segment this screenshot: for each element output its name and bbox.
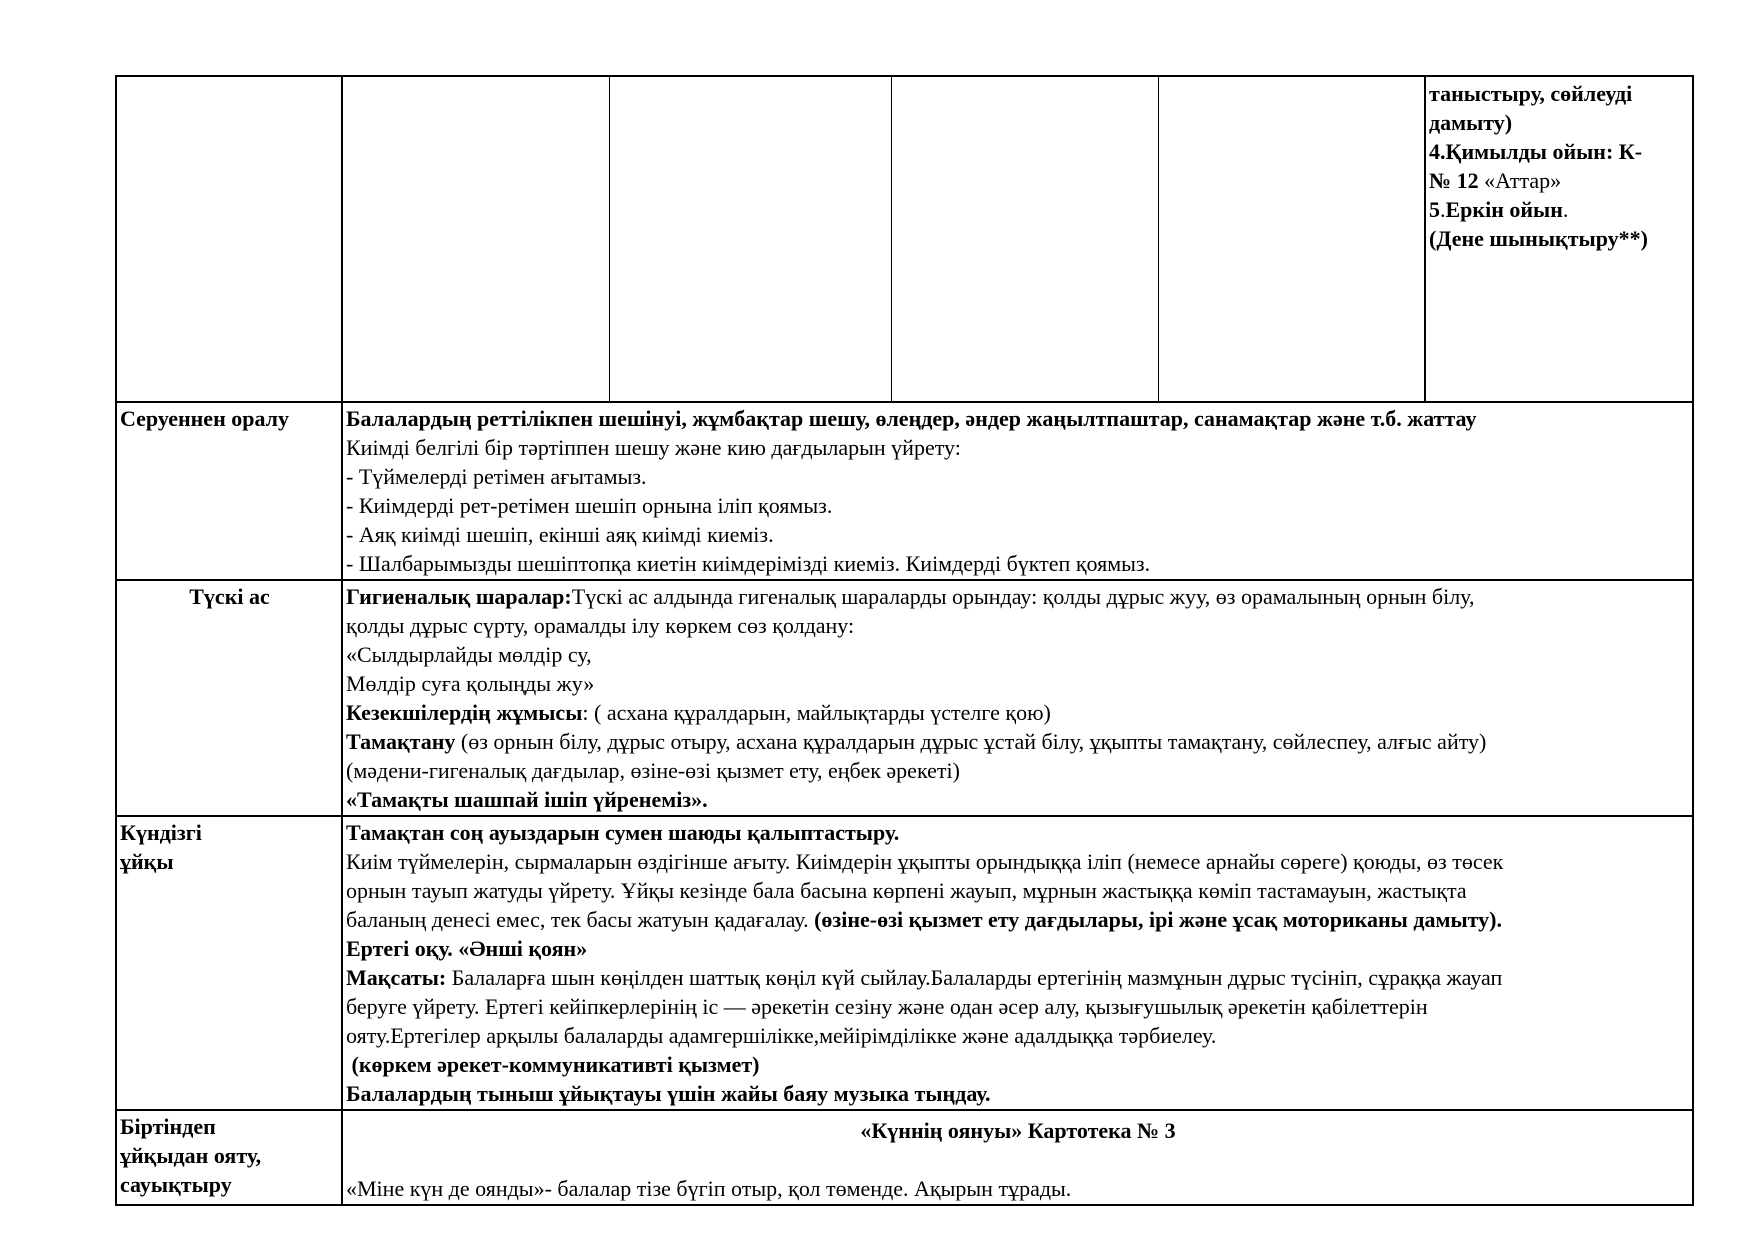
content-line [346, 963, 1690, 992]
item-number: 5 [1429, 197, 1440, 222]
content-line: - Киімдерді рет-ретімен шешіп орнына іліп қоямыз. [346, 493, 833, 518]
section-title: Балалардың реттілікпен шешінуі, жұмбақтар шешу, өлеңдер, әндер жаңылтпаштар, санамақтар және т.б. жаттау [346, 406, 1477, 431]
cell-day-4 [1158, 76, 1425, 402]
content-line [346, 698, 1690, 727]
content-line: беруге үйрету. Ертегі кейіпкерлерінің іс — әрекетін сезіну және одан әсер алу, қызығушылық әрекетін қабілеттерін [346, 994, 1428, 1019]
hygiene-label: Гигиеналық шаралар: [346, 584, 572, 609]
table-row-lunch [116, 580, 1693, 816]
cell-day-1 [342, 76, 609, 402]
cell-label-empty [116, 76, 342, 402]
cell-text-line [1429, 166, 1690, 195]
table-row-daytime-sleep [116, 816, 1693, 1110]
row-label-text: Біртіндеп [120, 1114, 216, 1139]
row-label-sleep [116, 816, 342, 1110]
duty-text: : ( асхана құралдарын, майлықтарды үстелге қою) [582, 700, 1051, 725]
motto-line: «Тамақты шашпай ішіп үйренеміз». [346, 787, 708, 812]
row-label-text: Күндізгі [120, 820, 202, 845]
cell-day-2 [609, 76, 891, 402]
daily-plan-table [115, 75, 1694, 1206]
free-play-label: Еркін ойын [1445, 197, 1563, 222]
music-line: Балалардың тыныш ұйықтауы үшін жайы баяу музыка тыңдау. [346, 1081, 991, 1106]
section-title: Тамақтан соң ауыздарын сумен шаюды қалыптастыру. [346, 820, 900, 845]
content-line [346, 905, 1690, 934]
row-label-text: Серуеннен оралу [120, 406, 290, 431]
tale-title: Ертегі оқу. «Әнші қоян» [346, 936, 588, 961]
cell-text-line: (Дене шынықтыру**) [1429, 226, 1648, 251]
row-label-text: сауықтыру [120, 1172, 232, 1197]
row-label-lunch [116, 580, 342, 816]
poem-line: Мөлдір суға қолыңды жу» [346, 671, 595, 696]
duty-label: Кезекшілердің жұмысы [346, 700, 583, 725]
row-label-wake [116, 1110, 342, 1205]
content-line: Киімді белгілі бір тәртіппен шешу және кию дағдыларын үйрету: [346, 435, 961, 460]
row-content-wake [342, 1110, 1693, 1205]
content-line: - Түймелерді ретімен ағытамыз. [346, 464, 647, 489]
content-line: - Шалбарымызды шешіптопқа киетін киімдерімізді киеміз. Киімдерді бүктеп қоямыз. [346, 551, 1151, 576]
goal-text: Балаларға шын көңілден шаттық көңіл күй сыйлау.Балаларды ертегінің мазмұнын дұрыс түсініп, сұраққа жауап [446, 965, 1503, 990]
content-line: - Аяқ киімді шешіп, екінші аяқ киімді киеміз. [346, 522, 774, 547]
content-line [346, 582, 1690, 611]
game-name: «Аттар» [1478, 168, 1562, 193]
cell-text-line [1429, 195, 1690, 224]
content-line: (мәдени-гигеналық дағдылар, өзіне-өзі қызмет ету, еңбек әрекеті) [346, 758, 960, 783]
table-row-return-from-walk [116, 402, 1693, 580]
content-line: «Міне күн де оянды»- балалар тізе бүгіп отыр, қол төменде. Ақырын тұрады. [346, 1176, 1072, 1201]
eating-label: Тамақтану [346, 729, 456, 754]
row-label-text: ұйқы [120, 849, 174, 874]
skills-note: (өзіне-өзі қызмет ету дағдылары, ірі және ұсақ моториканы дамыту). [814, 907, 1502, 932]
cell-day-3 [891, 76, 1158, 402]
table-row-wake-up [116, 1110, 1693, 1205]
content-text: баланың денесі емес, тек басы жатуын қадағалау. [346, 907, 815, 932]
cell-text-line: дамыту) [1429, 110, 1513, 135]
spacer [346, 1145, 1690, 1174]
poem-line: «Сылдырлайды мөлдір су, [346, 642, 592, 667]
content-line: Киім түймелерін, сырмаларын өздігінше ағыту. Киімдерін ұқыпты орындыққа іліп (немесе арнайы сөреге) қоюды, өз төсек [346, 849, 1504, 874]
item-dot: . [1440, 197, 1446, 222]
activity-area: (көркем әрекет-коммуникативті қызмет) [346, 1052, 760, 1077]
content-line: орнын тауып жатуды үйрету. Ұйқы кезінде бала басына көрпені жауып, мұрнын жастыққа көміп тастамауын, жастықта [346, 878, 1467, 903]
content-line: ояту.Ертегілер арқылы балаларды адамгершілікке,мейірімділікке және адалдыққа тәрбиелеу. [346, 1023, 1217, 1048]
item-end: . [1562, 197, 1569, 222]
content-line: қолды дұрыс сүрту, орамалды ілу көркем сөз қолдану: [346, 613, 855, 638]
row-label-text: Түскі ас [189, 584, 270, 609]
row-content-sleep [342, 816, 1693, 1110]
cell-text-line: 4.Қимылды ойын: К- [1429, 139, 1643, 164]
cell-text-line: таныстыру, сөйлеуді [1429, 81, 1633, 106]
cell-day-5 [1425, 76, 1693, 402]
eating-text: (өз орнын білу, дұрыс отыру, асхана құралдарын дұрыс ұстай білу, ұқыпты тамақтану, сөйлеспеу, алғыс айту) [455, 729, 1487, 754]
section-title: «Күннің оянуы» Картотека № 3 [860, 1118, 1176, 1143]
goal-label: Мақсаты: [346, 965, 447, 990]
row-label-text: ұйқыдан ояту, [120, 1143, 262, 1168]
table-row-continuation [116, 76, 1693, 402]
row-content-lunch [342, 580, 1693, 816]
game-number: № 12 [1429, 168, 1479, 193]
row-content-return [342, 402, 1693, 580]
content-line [346, 727, 1690, 756]
hygiene-text: Түскі ас алдында гигеналық шараларды орындау: қолды дұрыс жуу, өз орамалының орнын білу, [571, 584, 1475, 609]
row-label-return [116, 402, 342, 580]
